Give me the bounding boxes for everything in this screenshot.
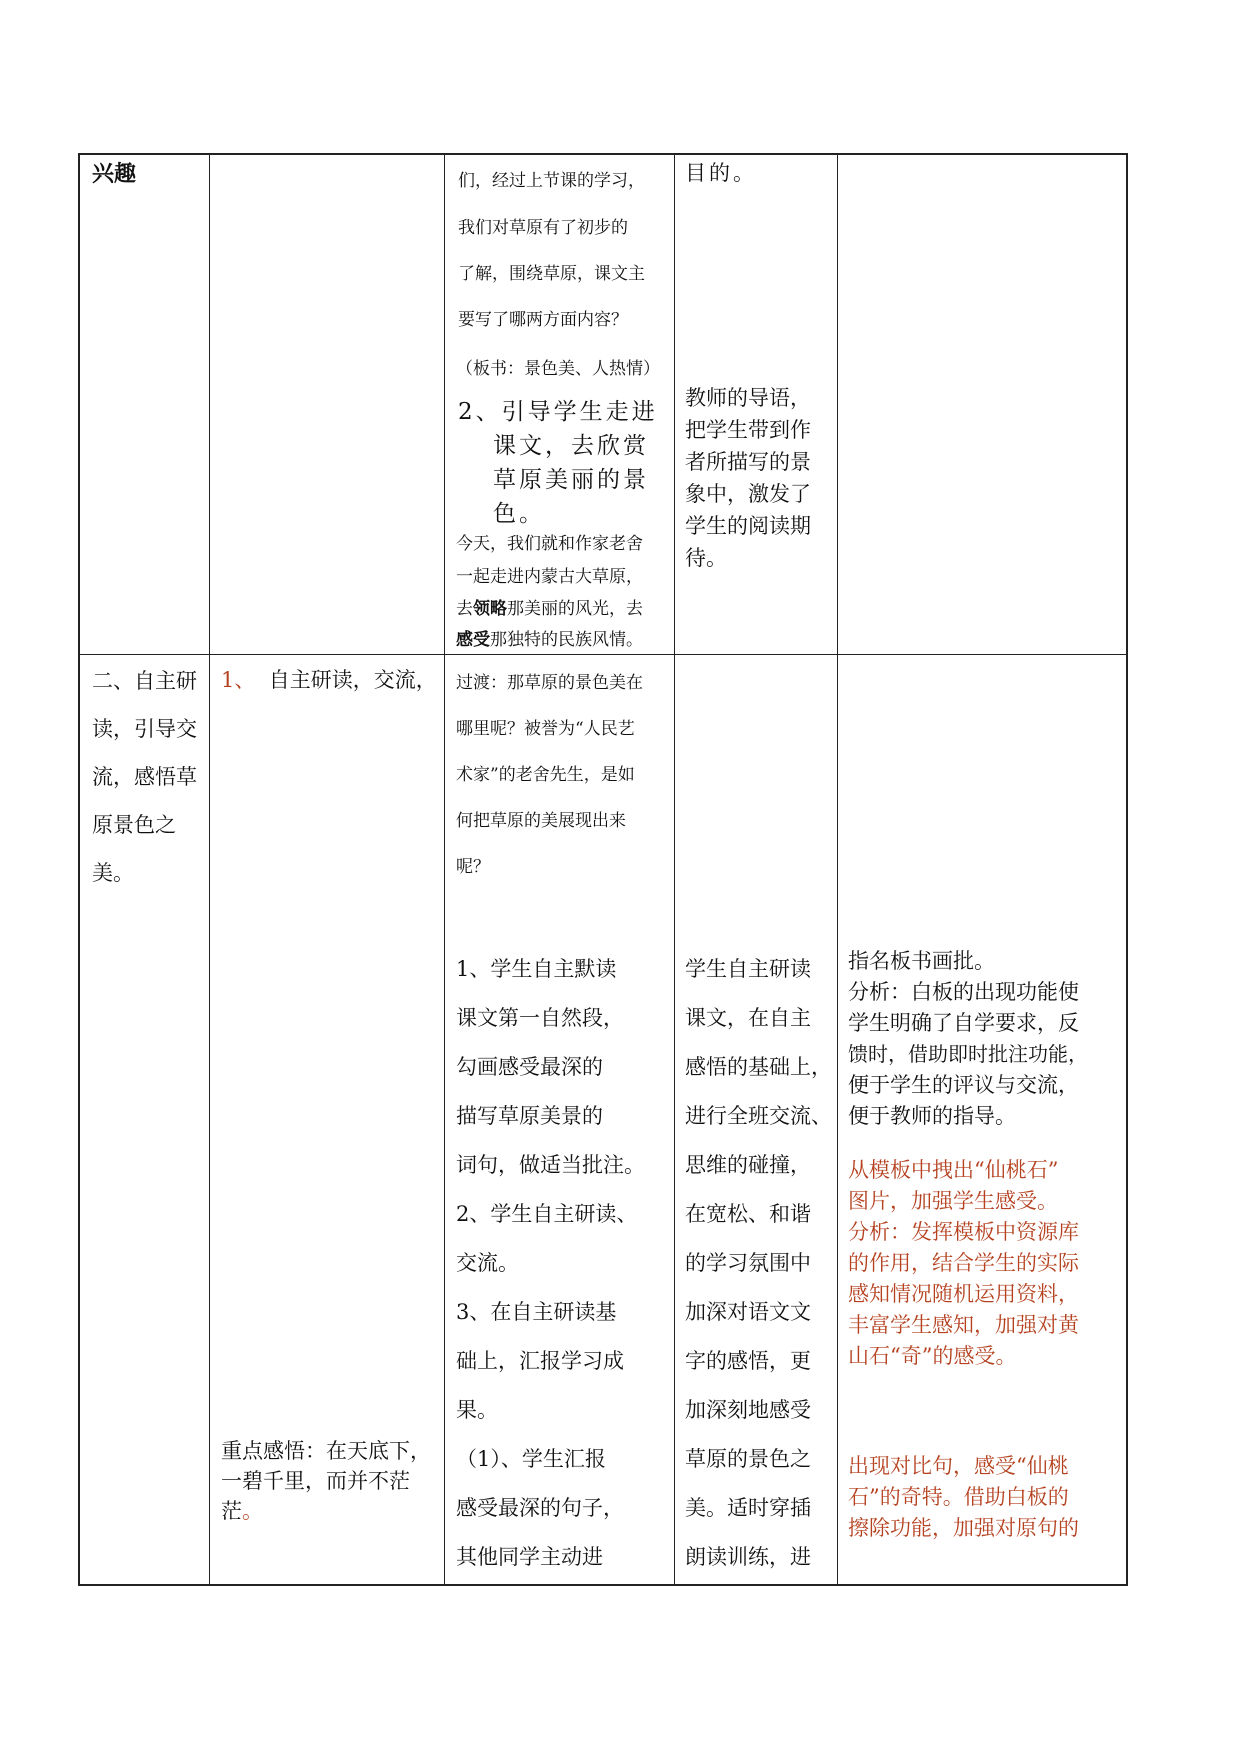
activity-line: 感受最深的句子，	[456, 1496, 624, 1520]
tech-note-red-line: 石”的奇特。借助白板的	[848, 1485, 1069, 1509]
tech-note-red-line: 从模板中拽出“仙桃石”	[848, 1158, 1059, 1182]
activity-line: 描写草原美景的	[456, 1104, 603, 1128]
purpose-line: 加深刻地感受	[685, 1398, 811, 1422]
activity-line: 2、学生自主研读、	[456, 1202, 638, 1226]
teacher-guide-line: 草原美丽的景	[493, 467, 649, 493]
purpose-line: 在宽松、和谐	[685, 1202, 811, 1226]
tech-note-red-line: 出现对比句，感受“仙桃	[848, 1454, 1069, 1478]
lesson-plan-table	[78, 153, 1128, 1586]
purpose-text: 把学生带到作	[685, 418, 811, 442]
teacher-intro-line: 今天，我们就和作家老舍	[456, 534, 643, 554]
stage-line: 流，感悟草	[92, 765, 197, 789]
tech-note-line: 分析：白板的出现功能使	[848, 980, 1079, 1004]
teacher-line: 们，经过上节课的学习，	[458, 171, 645, 191]
tech-note-red-line: 山石“奇”的感受。	[848, 1344, 1017, 1368]
activity-line: 其他同学主动进	[456, 1545, 603, 1569]
activity-line: 1、学生自主默读	[456, 957, 617, 981]
activity-line: 3、在自主研读基	[456, 1300, 617, 1324]
stage-line: 读，引导交	[92, 717, 197, 741]
teacher-intro-line: 感受那独特的民族风情。	[456, 630, 643, 650]
stage-line: 二、自主研	[92, 669, 197, 693]
activity-line: （1）、学生汇报	[456, 1447, 606, 1471]
purpose-line: 感悟的基础上，	[685, 1055, 832, 1079]
purpose-text: 教师的导语，	[685, 386, 811, 410]
tech-note-line: 便于教师的指导。	[848, 1104, 1016, 1128]
purpose-text: 象中，激发了	[685, 482, 811, 506]
tech-note-red-line: 擦除功能，加强对原句的	[848, 1516, 1079, 1540]
purpose-line: 进行全班交流、	[685, 1104, 832, 1128]
focus-line: 一碧千里，而并不茫	[221, 1469, 410, 1493]
activity-line: 课文第一自然段，	[456, 1006, 624, 1030]
focus-line: 茫。	[221, 1499, 263, 1523]
purpose-line: 美。适时穿插	[685, 1496, 811, 1520]
transition-line: 术家”的老舍先生，是如	[456, 765, 635, 785]
teacher-guide-line: 色。	[493, 501, 545, 527]
activity-line: 勾画感受最深的	[456, 1055, 603, 1079]
purpose-text: 者所描写的景	[685, 450, 811, 474]
activity-line: 础上，汇报学习成	[456, 1349, 624, 1373]
purpose-line: 学生自主研读	[685, 957, 811, 981]
purpose-line: 朗读训练，进	[685, 1545, 811, 1569]
purpose-line: 的学习氛围中	[685, 1251, 811, 1275]
tech-note-line: 馈时，借助即时批注功能，	[848, 1042, 1088, 1066]
purpose-text: 目的。	[685, 161, 757, 185]
teacher-intro-line: 去领略那美丽的风光，去	[456, 599, 643, 619]
column-divider	[674, 155, 675, 1584]
teacher-line: （板书：景色美、人热情）	[456, 359, 660, 379]
transition-line: 哪里呢？被誉为“人民艺	[456, 719, 635, 739]
tech-note-red-line: 感知情况随机运用资料，	[848, 1282, 1079, 1306]
tech-note-line: 学生明确了自学要求，反	[848, 1011, 1079, 1035]
purpose-line: 草原的景色之	[685, 1447, 811, 1471]
teacher-guide-line: 2、引导学生走进	[458, 399, 658, 425]
purpose-line: 字的感悟，更	[685, 1349, 811, 1373]
purpose-text: 学生的阅读期	[685, 514, 811, 538]
transition-line: 呢？	[456, 857, 490, 877]
focus-line: 重点感悟：在天底下，	[221, 1439, 431, 1463]
transition-line: 过渡：那草原的景色美在	[456, 673, 643, 693]
activity-line: 果。	[456, 1398, 498, 1422]
stage-line: 美。	[92, 861, 134, 885]
purpose-line: 加深对语文文	[685, 1300, 811, 1324]
teacher-line: 我们对草原有了初步的	[458, 218, 628, 238]
activity-line: 词句，做适当批注。	[456, 1153, 645, 1177]
stage-cell-label: 兴趣	[92, 162, 137, 187]
teacher-line: 要写了哪两方面内容？	[458, 310, 628, 330]
content-heading: 1、 自主研读，交流，	[221, 668, 437, 692]
tech-note-red-line: 丰富学生感知，加强对黄	[848, 1313, 1079, 1337]
tech-note-red-line: 分析：发挥模板中资源库	[848, 1220, 1079, 1244]
purpose-text: 待。	[685, 546, 727, 570]
teacher-guide-line: 课文，去欣赏	[493, 433, 649, 459]
tech-note-red-line: 的作用，结合学生的实际	[848, 1251, 1079, 1275]
tech-note-line: 便于学生的评议与交流，	[848, 1073, 1079, 1097]
row-divider	[80, 654, 1126, 655]
purpose-line: 思维的碰撞，	[685, 1153, 811, 1177]
activity-line: 交流。	[456, 1251, 519, 1275]
column-divider	[444, 155, 445, 1584]
column-divider	[209, 155, 210, 1584]
teacher-intro-line: 一起走进内蒙古大草原，	[456, 567, 643, 587]
column-divider	[837, 155, 838, 1584]
transition-line: 何把草原的美展现出来	[456, 811, 626, 831]
teacher-line: 了解，围绕草原，课文主	[458, 264, 645, 284]
stage-line: 原景色之	[92, 813, 176, 837]
purpose-line: 课文，在自主	[685, 1006, 811, 1030]
tech-note-red-line: 图片，加强学生感受。	[848, 1189, 1058, 1213]
tech-note-line: 指名板书画批。	[848, 949, 995, 973]
